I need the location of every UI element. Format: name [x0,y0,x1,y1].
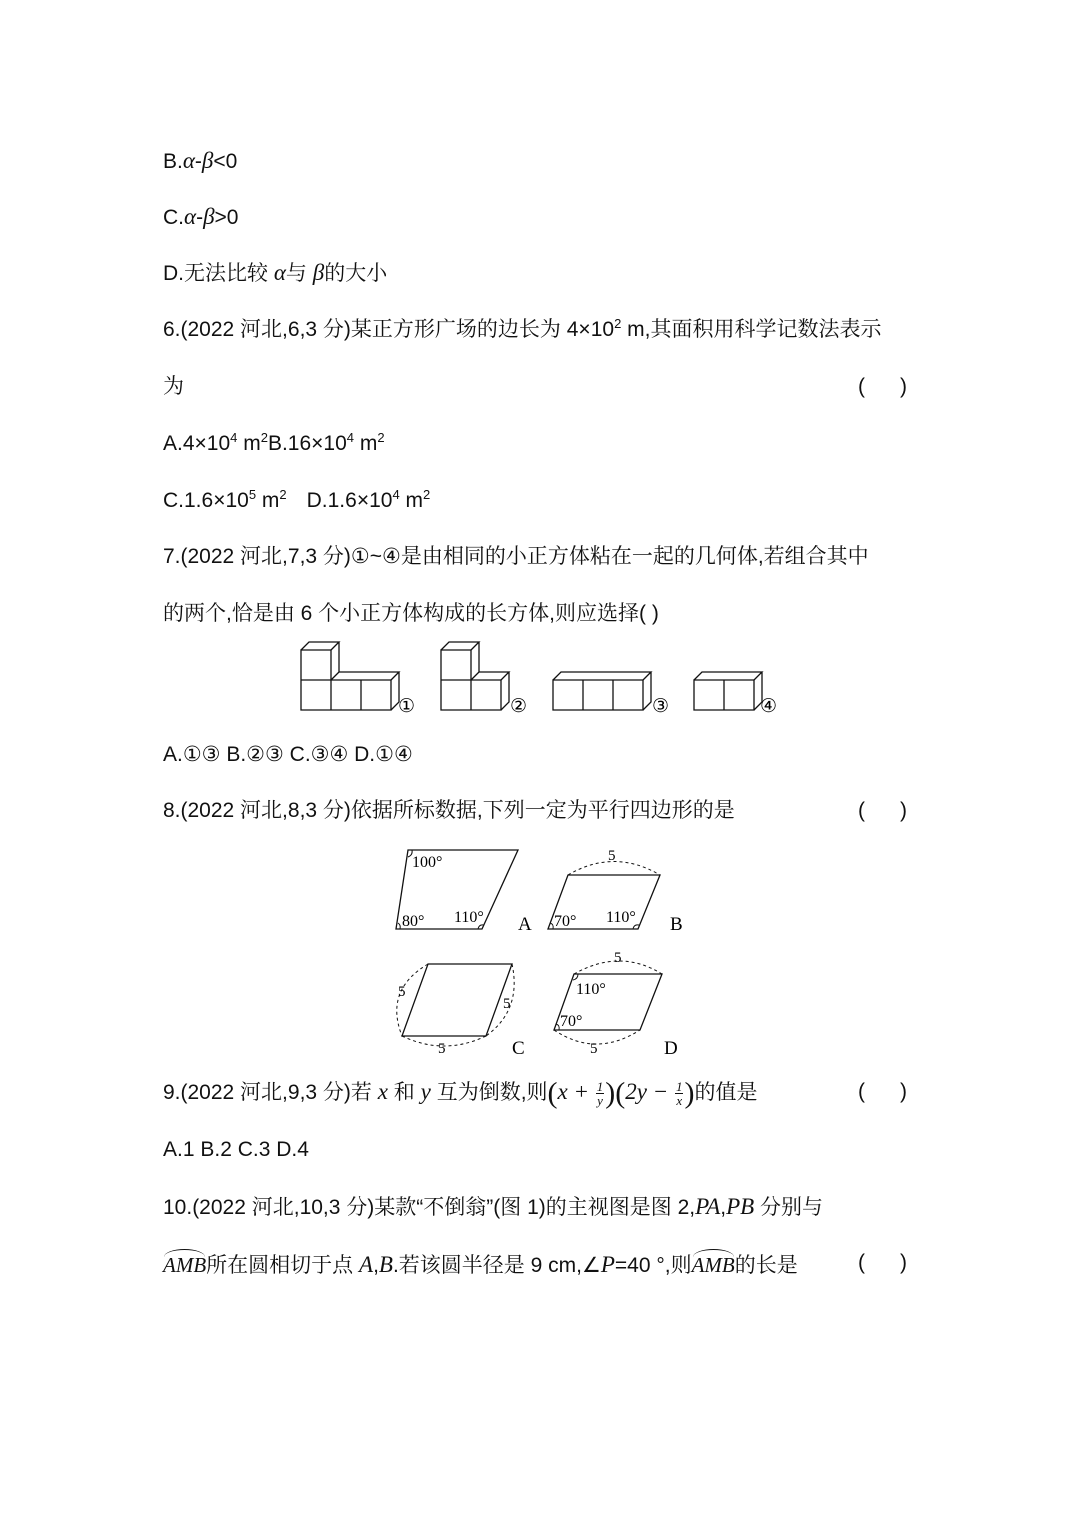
angle-label: 110° [454,909,484,926]
side-label: 5 [614,950,622,966]
q6-option-b: $B.16\times 10^4$ $m^2$ [267,430,385,455]
angle-label: 80° [402,913,425,930]
parallelogram-d [554,950,678,1059]
side-label: 5 [503,996,511,1012]
q6-stem: 6.(2022 河北,6,3 分)某正方形广场的边长为 $4\times 10^2$ m,其面积用科学记数法表示 [163,316,882,341]
side-label: 5 [590,1041,598,1057]
figure-label-c: C [512,1038,525,1059]
q10-stem-line2: AMB所在圆相切于点 A,B.若该圆半径是 9 cm,∠P=40 °,则AMB的长是 [163,1249,798,1280]
q6-option-c: $C.1.6\times 10^5$ $m^2$ [163,487,287,512]
cube-label-4: ④ [760,696,778,717]
parallelogram-c [397,964,525,1059]
q5-option-d: D.无法比较 α与 β的大小 [163,260,388,285]
q5-option-b: B.α-β<0 [163,148,238,173]
figure-label-d: D [664,1038,678,1059]
cube-label-2: ② [510,696,528,717]
q6-option-d: $D.1.6\times 10^4$ $m^2$ [306,487,431,512]
angle-label: 110° [576,981,606,998]
cube-figure-3 [553,672,651,710]
cube-figure-2 [441,642,509,710]
q7-options: A.①③ B.②③ C.③④ D.①④ [163,743,413,766]
q7-cube-figures [295,640,785,720]
q9-answer-blank: ( ) [858,1080,907,1103]
figure-label-a: A [518,914,532,935]
angle-label: 70° [560,1013,583,1030]
q9-options: A.1 B.2 C.3 D.4 [163,1138,309,1161]
cube-figure-4 [694,672,762,710]
side-label: 5 [438,1041,446,1057]
q8-parallelogram-figures [390,840,700,1060]
q10-stem: 10.(2022 河北,10,3 分)某款“不倒翁”(图 1)的主视图是图 2,PA,PB 分别与 [163,1194,824,1219]
q6-stem-line2: 为 [163,375,184,398]
q9-stem: 9.(2022 河北,9,3 分)若 x 和 y 互为倒数,则(x + $\frac{1}{y}$ )(2y − $\frac{1}{x}$ )的值是 [163,1076,758,1110]
q5-option-c: C.α-β>0 [163,204,239,229]
cube-label-3: ③ [652,696,670,717]
parallelogram-a [396,850,532,935]
cube-figure-1 [301,642,399,710]
cube-label-1: ① [398,696,416,717]
angle-label: 70° [554,913,577,930]
q6-option-a: $A.4\times 10^4$ $m^2$ [163,430,268,455]
angle-label: 110° [606,909,636,926]
q6-options-cd [163,487,430,515]
q6-answer-blank: ( ) [858,375,907,398]
q7-stem: 7.(2022 河北,7,3 分)①~④是由相同的小正方体粘在一起的几何体,若组合其中 [163,545,869,568]
side-label: 5 [608,848,616,864]
figure-label-b: B [670,914,683,935]
q10-answer-blank: ( ) [858,1251,907,1274]
q8-answer-blank: ( ) [858,799,907,822]
q7-stem-line2: 的两个,恰是由 6 个小正方体构成的长方体,则应选择( ) [163,602,659,625]
q8-stem: 8.(2022 河北,8,3 分)依据所标数据,下列一定为平行四边形的是 [163,799,735,822]
angle-label: 100° [412,854,443,871]
side-label: 5 [398,984,406,1000]
parallelogram-b [548,848,683,935]
q6-options-ab [163,430,385,458]
